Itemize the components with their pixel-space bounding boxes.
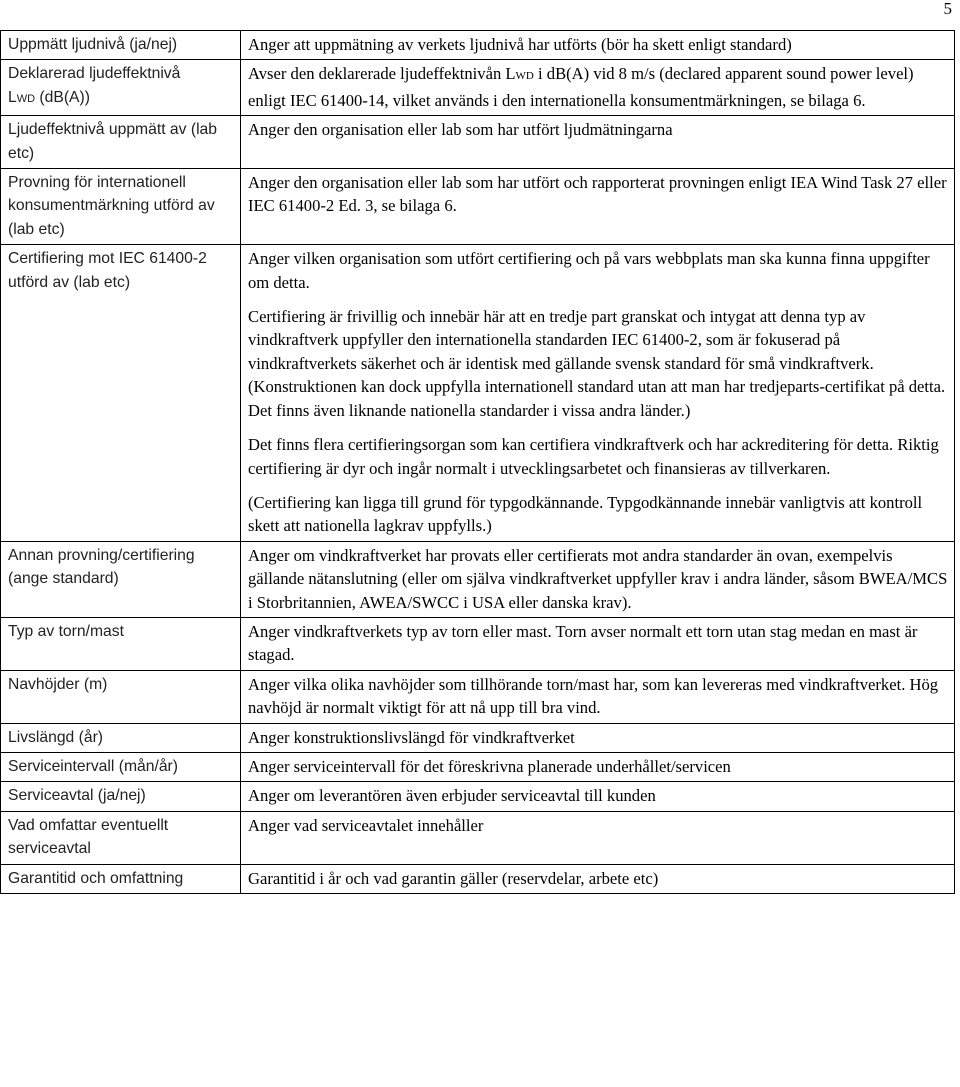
- description-cell: [241, 723, 955, 752]
- term-cell: [1, 60, 241, 116]
- description-text: i dB(A) vid 8 m/s (declared apparent sound power level) enligt IEC 61400-14, vilket används i den internationella konsumentmärkningen, se bilaga 6.: [248, 64, 914, 110]
- term-cell: Garantitid och omfattning: [1, 864, 241, 893]
- lwd-subscript: WD: [16, 92, 36, 105]
- description-paragraph: Certifiering är frivillig och innebär här att en tredje part granskat och intygat att denna typ av vindkraftverk uppfyller den internationella standarden IEC 61400-2, som är fokuserad på vindkraftverkets säkerhet och är identisk med gällande svensk standard för små vindkraftverk. (Konstruktionen kan dock uppfylla internationell standard utan att man har tredjeparts-certifikat på detta. Det finns även liknande nationella standarder i vissa andra länder.): [248, 307, 946, 420]
- description-cell: [241, 811, 955, 864]
- description-paragraph: Anger den organisation eller lab som har utfört ljudmätningarna: [248, 120, 673, 140]
- lwd-symbol: L: [8, 88, 17, 106]
- description-paragraph: Garantitid i år och vad garantin gäller (reservdelar, arbete etc): [248, 868, 659, 888]
- term-text: Deklarerad ljudeffektnivå: [8, 65, 181, 83]
- description-cell: [241, 541, 955, 617]
- description-cell: [241, 31, 955, 60]
- table-row: [1, 169, 955, 245]
- description-paragraph: (Certifiering kan ligga till grund för typgodkännande. Typgodkännande innebär vanligtvis att kontroll skett att nationella lagkrav uppfylls.): [248, 492, 923, 536]
- term-cell: Annan provning/certifiering (ange standard): [1, 541, 241, 617]
- description-paragraph: Det finns flera certifieringsorgan som kan certifiera vindkraftverk och har ackreditering för detta. Riktig certifiering är dyr och ingår normalt i utvecklingsarbetet och finansieras av tillverkaren.: [248, 435, 939, 478]
- description-paragraph: Anger vilka olika navhöjder som tillhörande torn/mast har, som kan levereras med vindkraftverket. Hög navhöjd är normalt viktigt för att nå upp till bra vind.: [248, 674, 939, 718]
- table-row: [1, 782, 955, 811]
- page-number: 5: [943, 0, 952, 18]
- description-cell: [241, 782, 955, 811]
- description-cell: [241, 169, 955, 245]
- table-row: [1, 60, 955, 116]
- table-row: [1, 864, 955, 893]
- term-unit: (dB(A)): [35, 88, 90, 106]
- description-paragraph: Anger vad serviceavtalet innehåller: [248, 815, 484, 835]
- description-paragraph: Anger om leverantören även erbjuder serviceavtal till kunden: [248, 786, 656, 806]
- table-row: [1, 723, 955, 752]
- table-row: [1, 670, 955, 723]
- term-cell: Uppmätt ljudnivå (ja/nej): [1, 31, 241, 60]
- specification-table: [0, 30, 955, 894]
- term-cell: Certifiering mot IEC 61400-2 utförd av (lab etc): [1, 245, 241, 541]
- lwd-subscript: WD: [515, 70, 534, 83]
- table-row: [1, 811, 955, 864]
- description-paragraph: Anger att uppmätning av verkets ljudnivå har utförts (bör ha skett enligt standard): [248, 35, 792, 54]
- term-cell: Vad omfattar eventuellt serviceavtal: [1, 811, 241, 864]
- description-cell: [241, 670, 955, 723]
- table-row: [1, 31, 955, 60]
- term-cell: Serviceavtal (ja/nej): [1, 782, 241, 811]
- description-cell: [241, 617, 955, 670]
- table-row: [1, 752, 955, 781]
- table-row: [1, 617, 955, 670]
- description-paragraph: Anger serviceintervall för det föreskrivna planerade underhållet/servicen: [248, 756, 731, 776]
- term-cell: Ljudeffektnivå uppmätt av (lab etc): [1, 116, 241, 169]
- description-paragraph: [248, 62, 948, 112]
- description-cell: [241, 752, 955, 781]
- term-cell: Navhöjder (m): [1, 670, 241, 723]
- term-cell: Provning för internationell konsumentmärkning utförd av (lab etc): [1, 169, 241, 245]
- table-row: [1, 541, 955, 617]
- description-cell: [241, 116, 955, 169]
- description-paragraph: Anger om vindkraftverket har provats eller certifierats mot andra standarder än ovan, exempelvis gällande nätanslutning (eller om själva vindkraftverket uppfyller krav i andra länder, såsom BWEA/MCS i Storbritannien, AWEA/SWCC i USA eller danska krav).: [248, 545, 948, 612]
- description-cell: [241, 245, 955, 541]
- description-paragraph: Anger vindkraftverkets typ av torn eller mast. Torn avser normalt ett torn utan stag medan en mast är stagad.: [248, 621, 918, 665]
- term-cell: Serviceintervall (mån/år): [1, 752, 241, 781]
- table-row: [1, 116, 955, 169]
- description-text: Avser den deklarerade ljudeffektnivån L: [248, 64, 516, 84]
- description-paragraph: Anger konstruktionslivslängd för vindkraftverket: [248, 727, 575, 747]
- term-cell: Livslängd (år): [1, 723, 241, 752]
- description-paragraph: Anger vilken organisation som utfört certifiering och på vars webbplats man ska kunna finna uppgifter om detta.: [248, 249, 930, 292]
- term-cell: Typ av torn/mast: [1, 617, 241, 670]
- description-paragraph: Anger den organisation eller lab som har utfört och rapporterat provningen enligt IEA Wind Task 27 eller IEC 61400-2 Ed. 3, se bilaga 6.: [248, 173, 947, 216]
- description-cell: [241, 864, 955, 893]
- description-cell: [241, 60, 955, 116]
- table-row: [1, 245, 955, 541]
